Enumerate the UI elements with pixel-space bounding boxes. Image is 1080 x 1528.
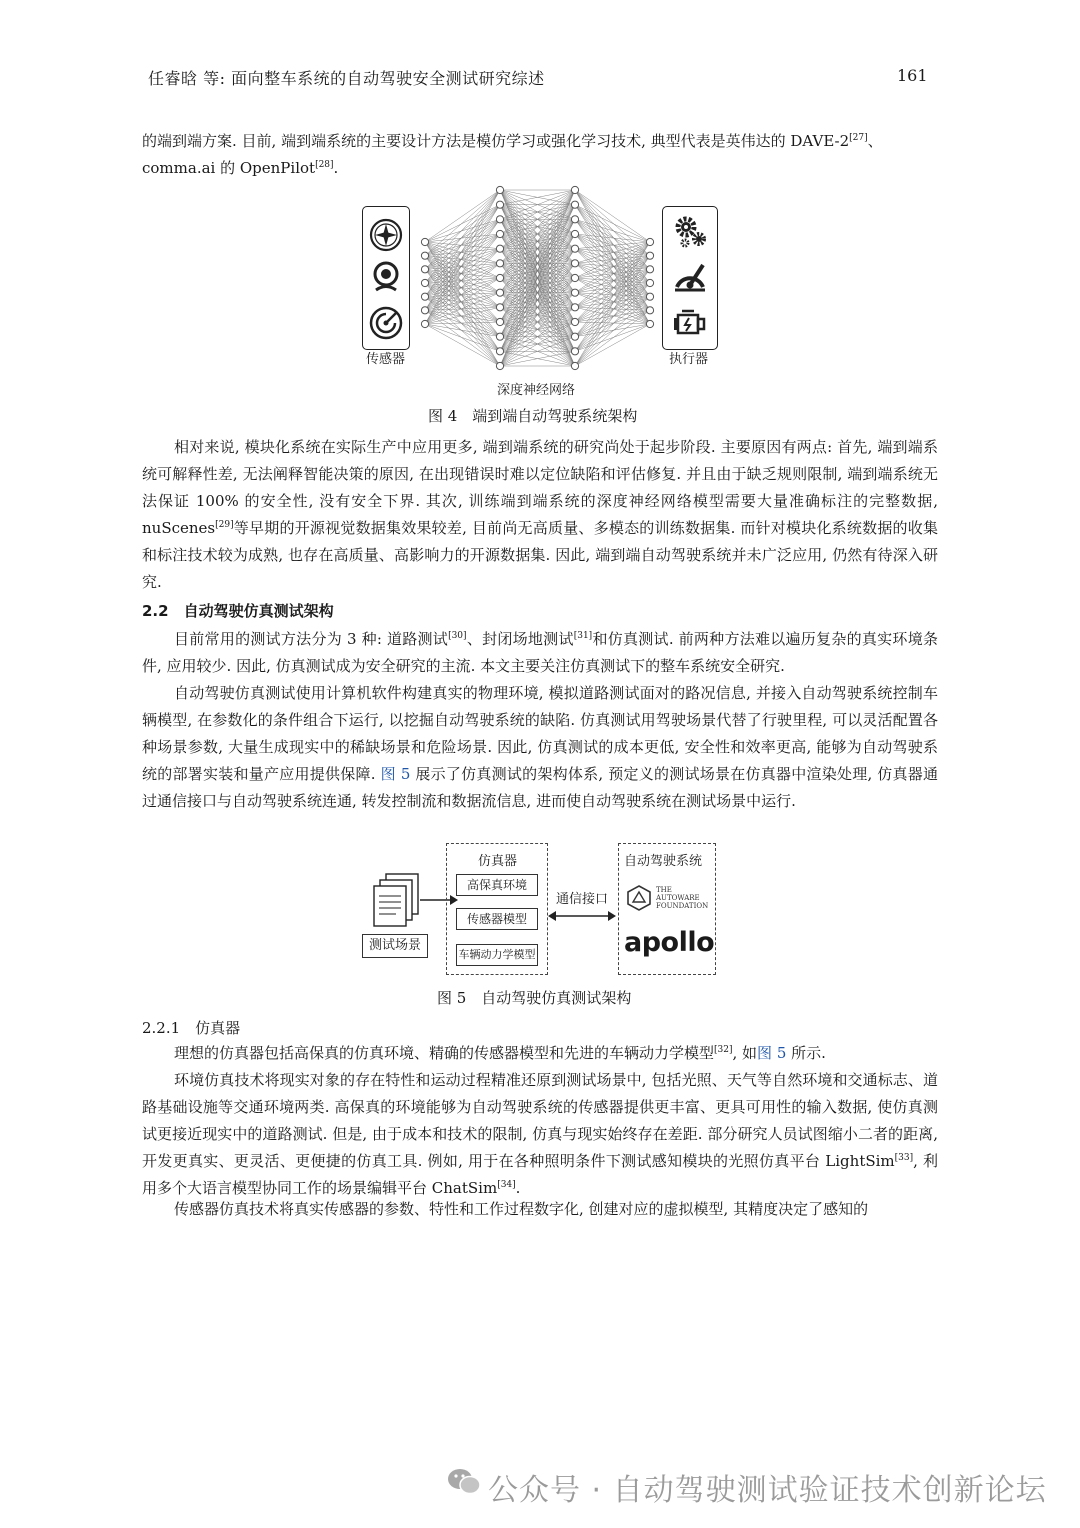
network-node (421, 238, 428, 245)
apollo-logo: apollo (624, 927, 715, 958)
network-node (571, 333, 578, 340)
autoware-logo-text: THE AUTOWARE FOUNDATION (656, 886, 709, 910)
network-node (496, 216, 503, 223)
network-node (571, 348, 578, 355)
page-number: 161 (897, 66, 928, 85)
network-node (496, 289, 503, 296)
network-node (646, 252, 653, 259)
sim-item-vehicle-dynamics: 车辆动力学模型 (456, 944, 538, 966)
network-node (571, 186, 578, 193)
figure-5-link-2[interactable]: 图 5 (757, 1044, 787, 1062)
network-connection (575, 310, 650, 366)
paragraph-test-methods: 目前常用的测试方法分为 3 种: 道路测试[30]、封闭场地测试[31]和仿真测试. 前两种方法难以遍历复杂的真实环境条件, 应用较少. 因此, 仿真测试成为安全研究的主流. 本文主要关注仿真测试下的整车系统安全研究. (142, 630, 938, 675)
figure-5-link[interactable]: 图 5 (380, 765, 411, 783)
network-connection (425, 297, 500, 322)
network-connection (425, 297, 500, 352)
network-node (571, 245, 578, 252)
network-node (571, 304, 578, 311)
citation-32: [32] (714, 1045, 733, 1055)
wechat-icon (446, 1466, 482, 1498)
network-node (571, 230, 578, 237)
network-node (496, 230, 503, 237)
sim-item-environment: 高保真环境 (456, 874, 538, 896)
network-node (496, 318, 503, 325)
compass-icon (368, 217, 404, 253)
sensor-panel (362, 206, 410, 350)
network-node (571, 274, 578, 281)
network-connection (575, 297, 650, 322)
network-connection (425, 219, 500, 269)
autoware-logo-icon (626, 884, 652, 912)
watermark-text: 公众号 · 自动驾驶测试验证技术创新论坛 (488, 1473, 1047, 1508)
network-node (496, 260, 503, 267)
network-connection (575, 297, 650, 366)
sim-item-sensor-model: 传感器模型 (456, 908, 538, 930)
paragraph-ideal-simulator: 理想的仿真器包括高保真的仿真环境、精确的传感器模型和先进的车辆动力学模型[32], 如图 5 所示. (174, 1044, 826, 1062)
network-node (646, 293, 653, 300)
network-connection (575, 297, 650, 352)
network-node (421, 320, 428, 327)
citation-34: [34] (497, 1180, 516, 1190)
network-connection (425, 205, 500, 256)
citation-33: [33] (894, 1153, 914, 1163)
network-node (646, 307, 653, 314)
network-node (421, 266, 428, 273)
actuator-panel (662, 206, 718, 350)
network-node (496, 362, 503, 369)
network-node (421, 279, 428, 286)
network-node (571, 260, 578, 267)
citation-31: [31] (573, 631, 593, 641)
network-node (571, 318, 578, 325)
network-connection (575, 190, 650, 242)
network-node (421, 293, 428, 300)
citation-28: [28] (315, 160, 334, 170)
network-node (496, 304, 503, 311)
network-connection (575, 205, 650, 283)
paragraph-end-to-end-limitations: 相对来说, 模块化系统在实际生产中应用更多, 端到端系统的研究尚处于起步阶段. 主要原因有两点: 首先, 端到端系统可解释性差, 无法阐释智能决策的原因, 在出现错误时难以定位缺陷和评估修复. 并且由于缺乏规则限制, 端到端系统无法保证 100% 的安全性, 没有安全下界. 其次, 训练端到端系统的深度神经网络模型需要大量准确标注的完整数据, nuScenes[29]等早期的开源视觉数据集效果较差, 目前尚无高质量、多模态的训练数据集. 而针对模块化系统数据的收集和标注技术较为成熟, 也存在高质量、高影响力的开源数据集. 因此, 端到端自动驾驶系统并未广泛应用, 仍然有待深入研究. (142, 438, 938, 591)
network-connection (575, 219, 650, 269)
simulator-title: 仿真器 (478, 854, 518, 869)
paragraph-sensor-simulation: 传感器仿真技术将真实传感器的参数、特性和工作过程数字化, 创建对应的虚拟模型, 其精度决定了感知的 (174, 1200, 869, 1218)
network-node (496, 201, 503, 208)
network-node (496, 186, 503, 193)
intro-paragraph: 的端到端方案. 目前, 端到端系统的主要设计方法是模仿学习或强化学习技术, 典型代表是英伟达的 DAVE-2[27]、 comma.ai 的 OpenPilot[28]. (142, 132, 883, 177)
network-connection (425, 297, 500, 366)
network-node (646, 279, 653, 286)
network-node (571, 216, 578, 223)
network-node (421, 252, 428, 259)
running-header-title: 任睿晗 等: 面向整车系统的自动驾驶安全测试研究综述 (148, 69, 545, 88)
network-connection (425, 324, 500, 351)
ads-title: 自动驾驶系统 (624, 854, 703, 869)
actuator-label: 执行器 (669, 352, 709, 367)
bidirectional-arrow (548, 906, 616, 926)
paragraph-environment-simulation: 环境仿真技术将现实对象的存在特性和运动过程精准还原到测试场景中, 包括光照、天气等自然环境和交通标志、道路基础设施等交通环境两类. 高保真的环境能够为自动驾驶系统的传感器提供更丰富、更具可用性的输入数据, 使仿真测试更接近现实中的道路测试. 但是, 由于成本和技术的限制, 仿真与现实始终存在差距. 部分研究人员试图缩小二者的距离, 开发更真实、更灵活、更便捷的仿真工具. 例如, 用于在各种照明条件下测试感知模块的光照仿真平台 LightSim[33], 利用多个大语言模型协同工作的场景编辑平台 ChatSim[34]. (142, 1071, 938, 1197)
network-node (646, 266, 653, 273)
network-node (496, 333, 503, 340)
citation-30: [30] (448, 631, 467, 641)
section-2-2-1-heading: 2.2.1 仿真器 (142, 1019, 241, 1037)
radar-icon (368, 305, 404, 341)
network-connection (575, 234, 650, 242)
network-node (496, 245, 503, 252)
motor-icon (672, 305, 708, 341)
section-2-2-heading: 2.2 自动驾驶仿真测试架构 (142, 602, 334, 620)
network-node (571, 362, 578, 369)
network-connection (425, 205, 500, 283)
camera-icon (368, 259, 404, 295)
test-scenario-box: 测试场景 (362, 934, 428, 958)
network-label: 深度神经网络 (497, 383, 576, 398)
citation-27: [27] (849, 133, 868, 143)
network-node (571, 201, 578, 208)
figure-4-caption: 图 4 端到端自动驾驶系统架构 (428, 407, 638, 425)
network-node (646, 238, 653, 245)
figure-5-caption: 图 5 自动驾驶仿真测试架构 (437, 989, 632, 1007)
gears-icon (672, 213, 708, 249)
network-node (571, 289, 578, 296)
paragraph-simulation-testing: 自动驾驶仿真测试使用计算机软件构建真实的物理环境, 模拟道路测试面对的路况信息, 并接入自动驾驶系统控制车辆模型, 在参数化的条件组合下运行, 以挖掘自动驾驶系统的缺陷. 仿真测试用驾驶场景代替了行驶里程, 可以灵活配置各种场景参数, 大量生成现实中的稀缺场景和危险场景. 因此, 仿真测试的成本更低, 安全性和效率更高, 能够为自动驾驶系统的部署实装和量产应用提供保障. 图 5 展示了仿真测试的架构体系, 预定义的测试场景在仿真器中渲染处理, 仿真器通过通信接口与自动驾驶系统连通, 转发控制流和数据流信息, 进而使自动驾驶系统在测试场景中运行. (142, 684, 939, 810)
network-connection (425, 310, 500, 366)
interface-label: 通信接口 (556, 892, 609, 907)
network-node (421, 307, 428, 314)
network-connection (425, 269, 500, 366)
neural-network-diagram (410, 180, 662, 380)
network-node (496, 348, 503, 355)
network-connection (575, 205, 650, 256)
network-node (496, 274, 503, 281)
network-connection (425, 190, 500, 242)
citation-29: [29] (215, 520, 234, 530)
steering-icon (672, 259, 708, 295)
network-connection (575, 269, 650, 366)
network-node (646, 320, 653, 327)
sensor-label: 传感器 (366, 352, 406, 367)
